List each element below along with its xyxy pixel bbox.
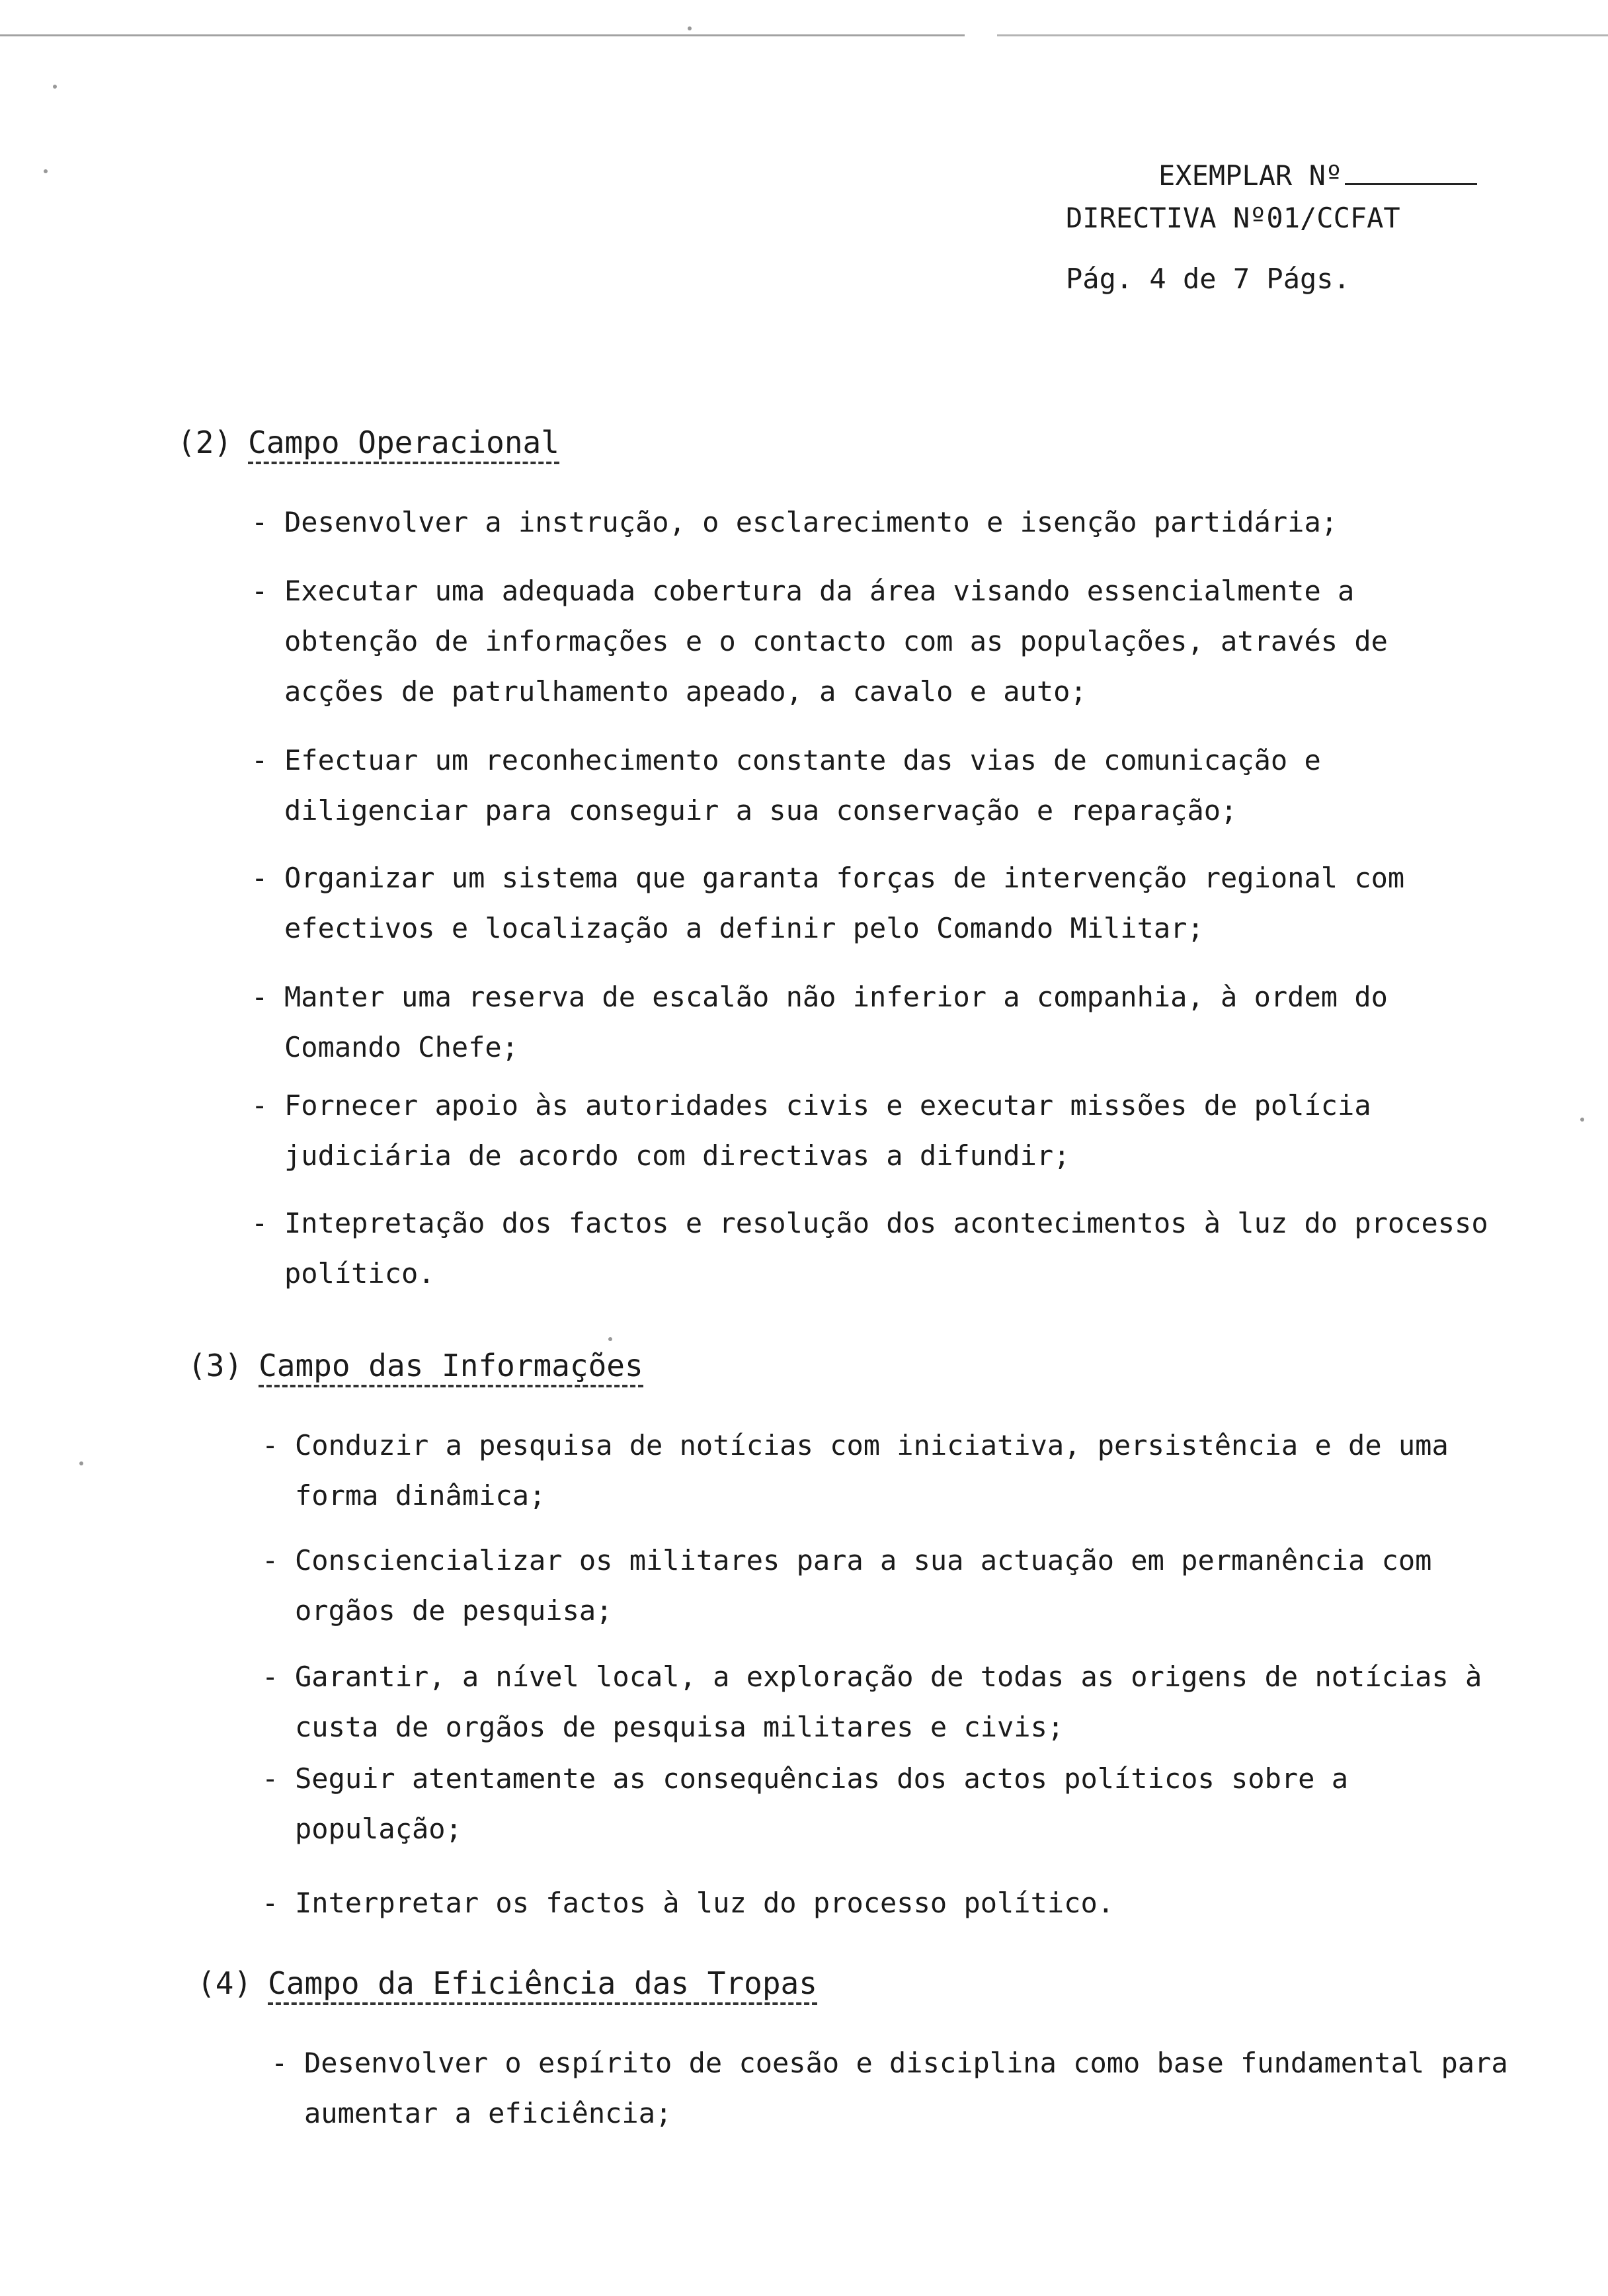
section-number: (2) (177, 425, 233, 460)
document-header (1066, 144, 1477, 311)
bullet-dash: - (251, 744, 268, 776)
exemplar-blank (1345, 158, 1477, 185)
directiva-line: DIRECTIVA Nº01/CCFAT (1066, 202, 1400, 234)
section-heading (177, 425, 559, 460)
list-item-text: Garantir, a nível local, a exploração de todas as origens de notícias à custa de orgãos de pesquisa militares e civis; (295, 1660, 1482, 1743)
list-item (262, 1652, 1511, 1752)
list-item-text: Seguir atentamente as consequências dos actos políticos sobre a população; (295, 1762, 1349, 1845)
list-item (262, 1536, 1511, 1636)
section-number: (3) (188, 1348, 243, 1383)
section-number: (4) (197, 1965, 253, 2001)
list-item-text: Consciencializar os militares para a sua actuação em permanência com orgãos de pesquisa; (295, 1544, 1432, 1627)
list-item (251, 853, 1501, 954)
bullet-dash: - (262, 1887, 279, 1919)
list-item-text: Executar uma adequada cobertura da área visando essencialmente a obtenção de informações e o contacto com as populações, através de acções de patrulhamento apeado, a cavalo e auto; (284, 575, 1388, 708)
bullet-dash: - (251, 506, 268, 538)
section-title: Campo da Eficiência das Tropas (268, 1965, 817, 2005)
list-item (271, 2038, 1521, 2139)
list-item-text: Intepretação dos factos e resolução dos acontecimentos à luz do processo político. (284, 1207, 1488, 1290)
section-title: Campo Operacional (248, 425, 559, 464)
bullet-dash: - (251, 862, 268, 894)
list-item-text: Efectuar um reconhecimento constante das vias de comunicação e diligenciar para conseguir a sua conservação e reparação; (284, 744, 1321, 827)
section-title: Campo das Informações (259, 1348, 643, 1387)
list-item (251, 497, 1501, 548)
exemplar-label: EXEMPLAR Nº (1158, 159, 1343, 192)
scan-speck (53, 85, 57, 89)
list-item-text: Fornecer apoio às autoridades civis e executar missões de polícia judiciária de acordo com directivas a difundir; (284, 1089, 1371, 1172)
list-item (262, 1754, 1511, 1854)
scan-speck (79, 1461, 83, 1465)
list-item-text: Interpretar os factos à luz do processo político. (295, 1887, 1115, 1919)
bullet-dash: - (262, 1429, 279, 1461)
list-item-text: Desenvolver a instrução, o esclarecimento e isenção partidária; (284, 506, 1338, 538)
bullet-dash: - (262, 1544, 279, 1577)
list-item-text: Conduzir a pesquisa de notícias com iniciativa, persistência e de uma forma dinâmica; (295, 1429, 1449, 1512)
section-heading (197, 1965, 817, 2001)
list-item-text: Organizar um sistema que garanta forças de intervenção regional com efectivos e localização a definir pelo Comando Militar; (284, 862, 1405, 944)
bullet-dash: - (251, 981, 268, 1013)
list-item (251, 1198, 1501, 1299)
scan-speck (688, 26, 692, 30)
bullet-dash: - (262, 1660, 279, 1693)
list-item-text: Desenvolver o espírito de coesão e disciplina como base fundamental para aumentar a eficiência; (304, 2047, 1508, 2129)
list-item (251, 1081, 1501, 1181)
section-heading (188, 1348, 643, 1383)
scan-speck (44, 169, 48, 173)
list-item (251, 566, 1501, 717)
bullet-dash: - (251, 1089, 268, 1122)
list-item-text: Manter uma reserva de escalão não inferior a companhia, à ordem do Comando Chefe; (284, 981, 1388, 1063)
scan-speck (608, 1337, 612, 1341)
bullet-dash: - (271, 2047, 288, 2079)
list-item (262, 1878, 1511, 1928)
bullet-dash: - (262, 1762, 279, 1795)
bullet-dash: - (251, 1207, 268, 1239)
bullet-dash: - (251, 575, 268, 607)
top-scan-line (0, 34, 1608, 36)
scan-speck (1580, 1118, 1584, 1122)
list-item (251, 735, 1501, 836)
pagina-line: Pág. 4 de 7 Págs. (1066, 263, 1350, 295)
list-item (262, 1420, 1511, 1521)
list-item (251, 972, 1501, 1073)
